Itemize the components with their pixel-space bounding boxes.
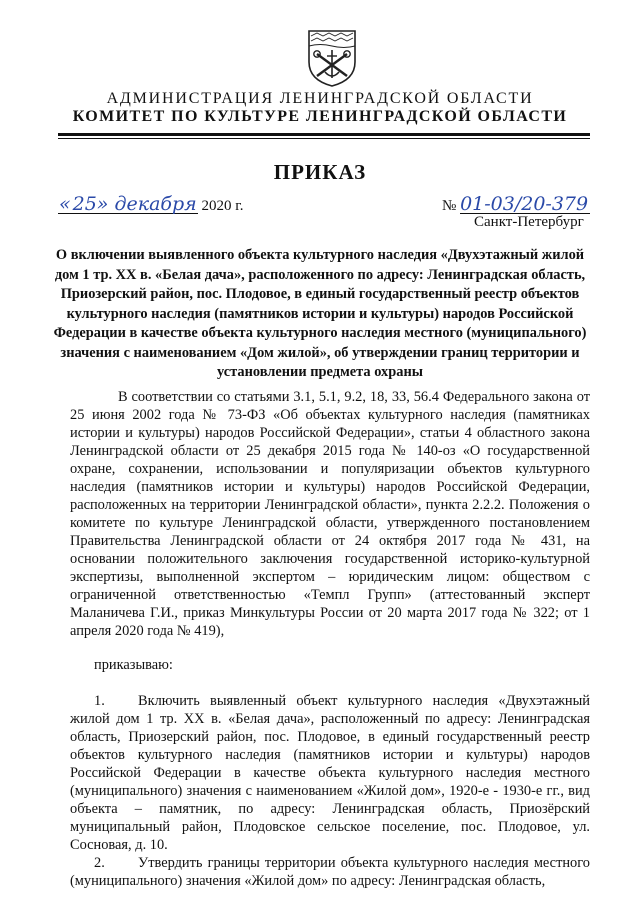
- org-name-committee: КОМИТЕТ ПО КУЛЬТУРЕ ЛЕНИНГРАДСКОЙ ОБЛАСТИ: [72, 108, 568, 125]
- date-year: 2020 г.: [201, 198, 244, 214]
- item-text: Утвердить границы территории объекта культурного наследия местного (муниципального) значения «Жилой дом» по адресу: Ленинградская область,: [70, 855, 590, 889]
- document-number: [442, 193, 590, 215]
- header-divider-thick: [58, 133, 590, 136]
- order-word: приказываю:: [94, 657, 173, 673]
- item-number: 2.: [94, 855, 105, 871]
- preamble-paragraph: В соответствии со статьями 3.1, 5.1, 9.2, 18, 33, 56.4 Федерального закона от 25 июня 2002 года № 73-ФЗ «Об объектах культурного наследия (памятниках истории и культуры) народов Российской Федерации», статьи 4 областного закона Ленинградской области от 25 декабря 2015 года № 140-оз «О государственной охране, сохранении, использовании и популяризации объектов культурного наследия (памятников истории и культуры) народов Российской Федерации, расположенных на территории Ленинградской области», пункта 2.2.2. Положения о комитете по культуре Ленинградской области, утвержденного постановлением Правительства Ленинградской области от 24 октября 2017 года № 431, на основании положительного заключения государственной историко-культурной экспертизы, выполненной экспертом – юридическим лицом: обществом с ограниченной ответственностью «Темпл Групп» (аттестованный эксперт Маланичева Г.И., приказ Минкультуры России от 20 марта 2017 года № 322; от 1 апреля 2020 года № 419),: [70, 389, 590, 639]
- number-label: №: [442, 198, 457, 214]
- item-number: 1.: [94, 693, 105, 709]
- date-handwritten: 25» декабря: [72, 193, 197, 215]
- document-body: [70, 388, 590, 890]
- org-name-administration: АДМИНИСТРАЦИЯ ЛЕНИНГРАДСКОЙ ОБЛАСТИ: [106, 90, 534, 107]
- order-item: [70, 692, 590, 854]
- date-open-quote: «: [59, 193, 71, 215]
- item-text: Включить выявленный объект культурного наследия «Двухэтажный жилой дом 1 тр. XX в. «Белая дача», расположенный по адресу: Ленинградская область, Приозерский район, пос. Плодовое, в единый государственный реестр объектов культурного наследия (памятников истории и культуры) народов Российской Федерации в качестве объекта культурного наследия местного (муниципального) значения с наименованием «Жилой дом», 1920-е - 1930-е гг., вид объекта – памятник, по адресу: Ленинградская область, Приозёрский муниципальный район, Плодовское сельское поселение, пос. Плодовое, ул. Сосновая, д. 10.: [70, 693, 590, 853]
- header-divider-thin: [58, 138, 590, 139]
- number-handwritten: 01-03/20-379: [460, 193, 589, 215]
- document-city: Санкт-Петербург: [474, 214, 584, 230]
- document-title: ПРИКАЗ: [273, 160, 367, 184]
- document-subject: О включении выявленного объекта культурного наследия «Двухэтажный жилой дом 1 тр. XX в. «Белая дача», расположенного по адресу: Ленинградская область, Приозерский район, пос. Плодовое, в единый государственный реестр объектов культурного наследия (памятников истории и культуры) народов Российской Федерации в качестве объекта культурного наследия местного (муниципального) значения с наименованием «Дом жилой», об утверждении границ территории и установлении предмета охраны: [53, 247, 587, 380]
- document-date: [58, 193, 244, 215]
- order-item: [70, 854, 590, 890]
- leningrad-oblast-coat-of-arms-icon: [305, 28, 359, 88]
